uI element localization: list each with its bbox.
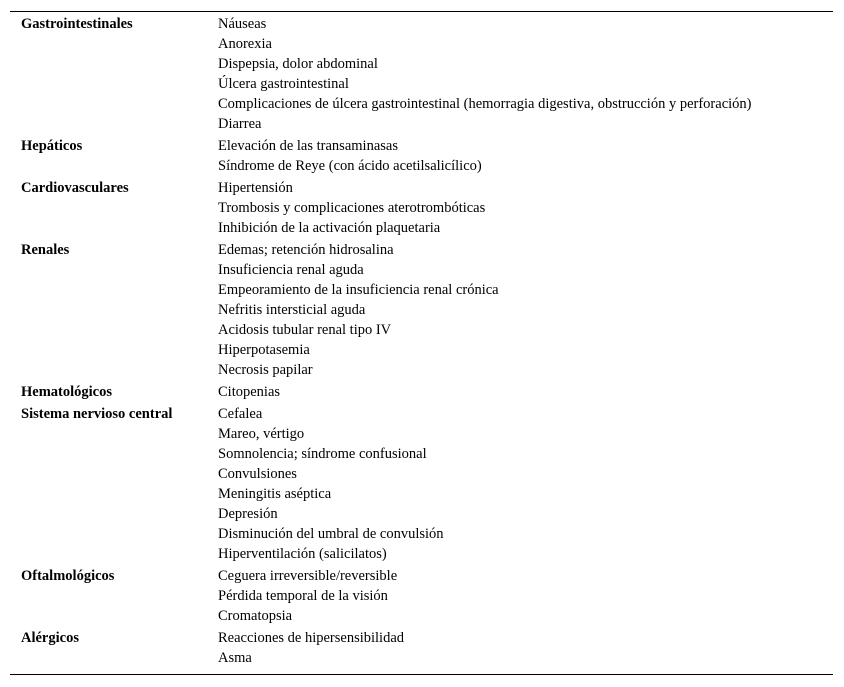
effect-item: Convulsiones	[218, 466, 297, 482]
effect-item: Ceguera irreversible/reversible	[218, 568, 398, 584]
effect-item: Empeoramiento de la insuficiencia renal crónica	[218, 282, 499, 298]
adverse-effects-table	[10, 11, 833, 675]
effects-list	[218, 178, 833, 238]
table-body	[10, 14, 833, 670]
effects-list	[218, 404, 833, 564]
effects-list	[218, 136, 833, 176]
table-row	[10, 14, 833, 136]
effect-item: Citopenias	[218, 384, 281, 400]
effect-item: Necrosis papilar	[218, 362, 313, 378]
category-label: Cardiovasculares	[21, 180, 129, 196]
effect-item: Elevación de las transaminasas	[218, 138, 398, 154]
category-label: Renales	[21, 242, 70, 258]
effect-item: Somnolencia; síndrome confusional	[218, 446, 427, 462]
effect-item: Insuficiencia renal aguda	[218, 262, 364, 278]
effect-item: Depresión	[218, 506, 278, 522]
effect-item: Nefritis intersticial aguda	[218, 302, 366, 318]
effect-item: Anorexia	[218, 36, 272, 52]
effect-item: Náuseas	[218, 16, 267, 32]
table-row	[10, 136, 833, 178]
effect-item: Disminución del umbral de convulsión	[218, 526, 444, 542]
effect-item: Diarrea	[218, 116, 262, 132]
effect-item: Hiperpotasemia	[218, 342, 310, 358]
effect-item: Meningitis aséptica	[218, 486, 332, 502]
effects-list	[218, 628, 833, 668]
effect-item: Hiperventilación (salicilatos)	[218, 546, 387, 562]
effects-list	[218, 14, 833, 134]
effects-list	[218, 566, 833, 626]
table-row	[10, 628, 833, 670]
effect-item: Úlcera gastrointestinal	[218, 76, 349, 92]
table-row	[10, 178, 833, 240]
table-row	[10, 566, 833, 628]
effect-item: Síndrome de Reye (con ácido acetilsalicílico)	[218, 158, 482, 174]
table-row	[10, 382, 833, 404]
effect-item: Acidosis tubular renal tipo IV	[218, 322, 392, 338]
effect-item: Reacciones de hipersensibilidad	[218, 630, 405, 646]
effect-item: Edemas; retención hidrosalina	[218, 242, 394, 258]
category-label: Oftalmológicos	[21, 568, 115, 584]
effect-item: Mareo, vértigo	[218, 426, 305, 442]
effect-item: Dispepsia, dolor abdominal	[218, 56, 378, 72]
category-label: Hepáticos	[21, 138, 83, 154]
effect-item: Asma	[218, 650, 252, 666]
category-label: Sistema nervioso central	[21, 406, 173, 422]
table-row	[10, 404, 833, 566]
effect-item: Trombosis y complicaciones aterotrombóticas	[218, 200, 486, 216]
table-row	[10, 240, 833, 382]
category-label: Alérgicos	[21, 630, 79, 646]
effect-item: Hipertensión	[218, 180, 293, 196]
effect-item: Cefalea	[218, 406, 263, 422]
effects-list	[218, 382, 833, 402]
effect-item: Complicaciones de úlcera gastrointestinal (hemorragia digestiva, obstrucción y perforación)	[218, 96, 752, 112]
effect-item: Cromatopsia	[218, 608, 293, 624]
effect-item: Inhibición de la activación plaquetaria	[218, 220, 441, 236]
effect-item: Pérdida temporal de la visión	[218, 588, 388, 604]
category-label: Gastrointestinales	[21, 16, 133, 32]
category-label: Hematológicos	[21, 384, 113, 400]
effects-list	[218, 240, 833, 380]
